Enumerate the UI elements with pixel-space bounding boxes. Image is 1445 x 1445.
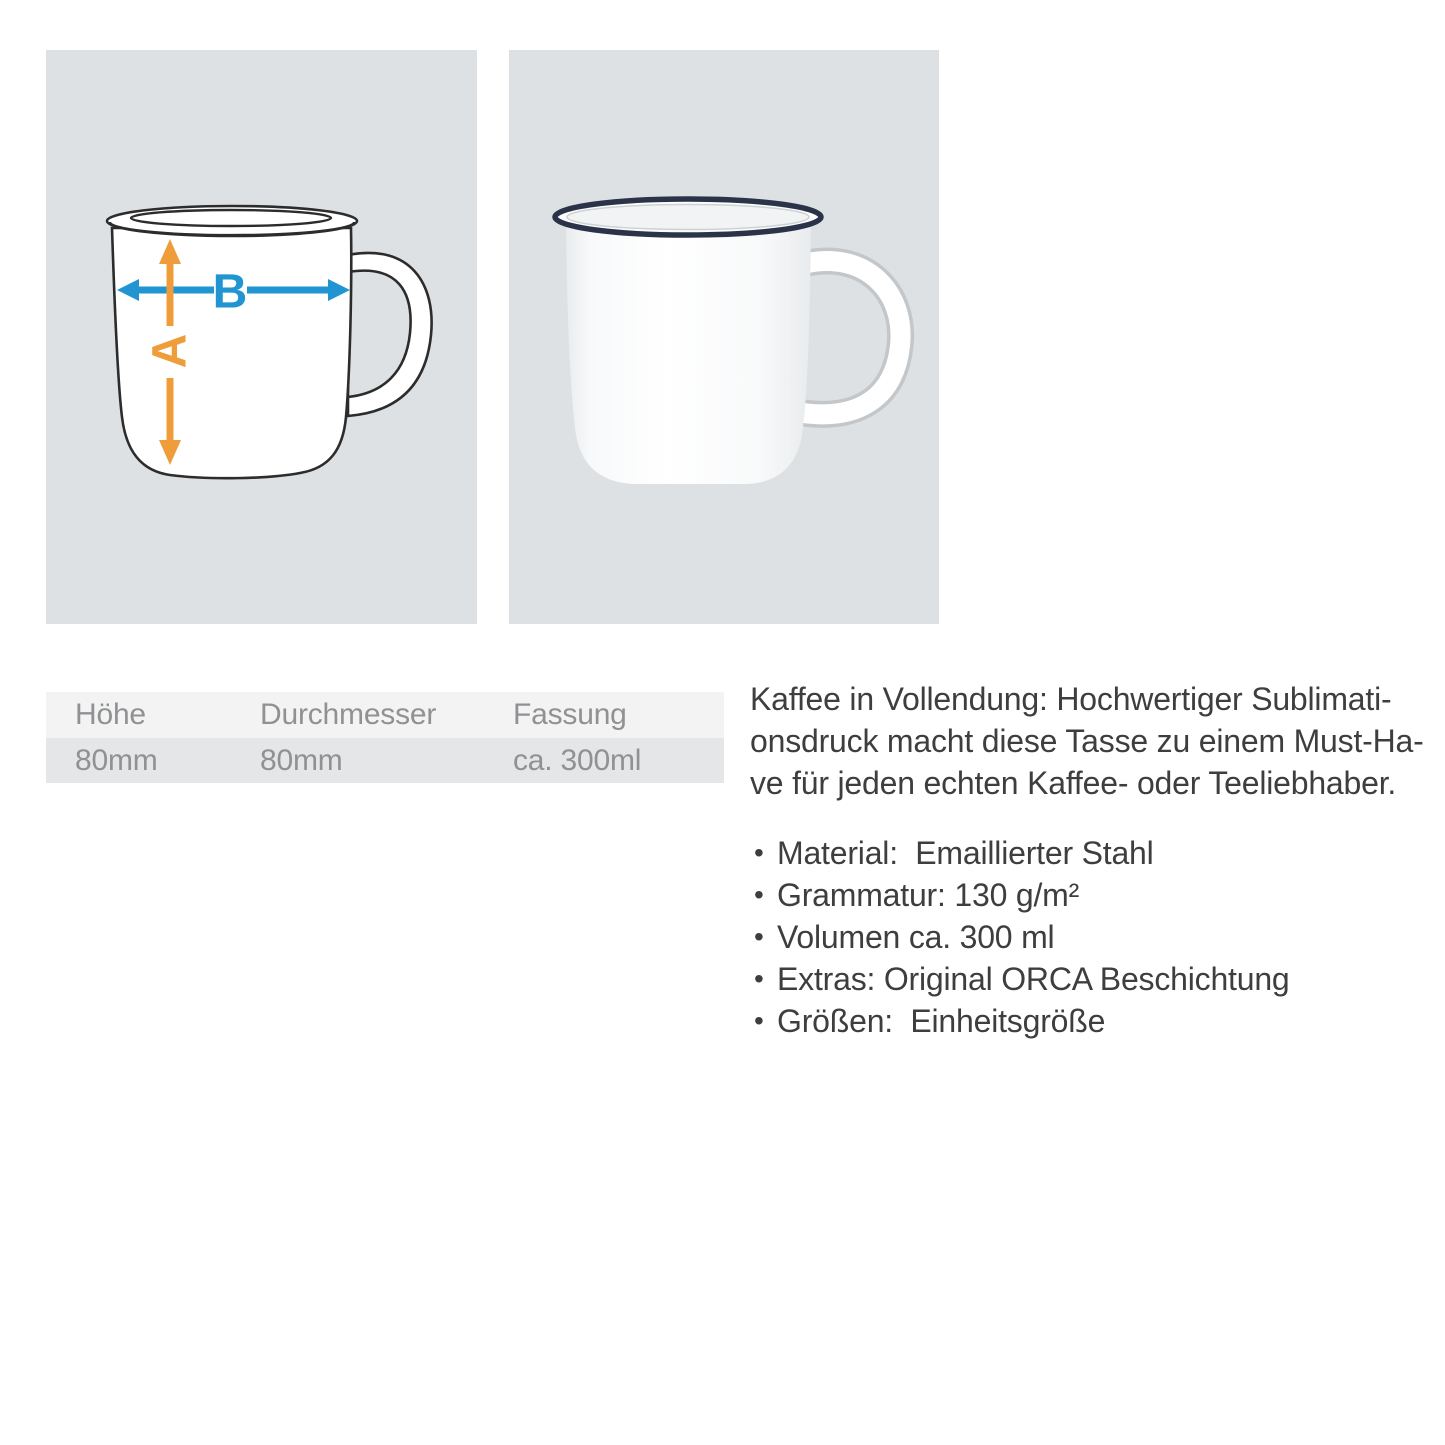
bullet-icon: •: [754, 837, 764, 868]
size-table-value-hoehe: 80mm: [75, 743, 158, 777]
mug-drawing-handle: [348, 253, 432, 416]
list-item: [750, 958, 1445, 1000]
attribute-material: Material: Emaillierter Stahl: [777, 835, 1154, 871]
product-description: [750, 678, 1445, 1042]
mug-drawing-opening: [131, 210, 331, 226]
mug-dimension-diagram: [46, 50, 477, 624]
description-intro: [750, 678, 1445, 804]
list-item: [750, 916, 1445, 958]
attribute-extras: Extras: Original ORCA Beschichtung: [777, 961, 1290, 997]
size-table-header-durchmesser: Durchmesser: [260, 698, 437, 731]
product-attribute-list: [750, 832, 1445, 1042]
size-table: [46, 692, 724, 783]
diameter-arrow-label: B: [212, 265, 248, 319]
mug-photo-body: [566, 225, 811, 484]
mug-photo-handle: [803, 261, 901, 414]
description-intro-line: onsdruck macht diese Tasse zu einem Must-Ha-: [750, 723, 1424, 759]
size-table-header-hoehe: Höhe: [75, 698, 146, 731]
bullet-icon: •: [754, 1005, 764, 1036]
list-item: [750, 832, 1445, 874]
list-item: [750, 1000, 1445, 1042]
mug-dimension-diagram-panel: [46, 50, 477, 624]
description-intro-line: ve für jeden echten Kaffee- oder Teeliebhaber.: [750, 765, 1397, 801]
height-arrow-label: A: [143, 333, 197, 369]
mug-photo-panel: [509, 50, 939, 624]
attribute-groessen: Größen: Einheitsgröße: [777, 1003, 1106, 1039]
size-table-header-row: [46, 692, 724, 738]
mug-photo-rim-inner: [567, 205, 809, 230]
enamel-mug-photo: [509, 50, 939, 624]
attribute-volumen: Volumen ca. 300 ml: [777, 919, 1055, 955]
attribute-grammatur: Grammatur: 130 g/m²: [777, 877, 1080, 913]
size-table-value-row: [46, 738, 724, 783]
bullet-icon: •: [754, 921, 764, 952]
size-table-value-durchmesser: 80mm: [260, 743, 343, 777]
size-table-header-fassung: Fassung: [513, 698, 627, 731]
list-item: [750, 874, 1445, 916]
bullet-icon: •: [754, 963, 764, 994]
size-table-value-fassung: ca. 300ml: [513, 743, 642, 777]
description-intro-line: Kaffee in Vollendung: Hochwertiger Sublimati-: [750, 681, 1392, 717]
bullet-icon: •: [754, 879, 764, 910]
